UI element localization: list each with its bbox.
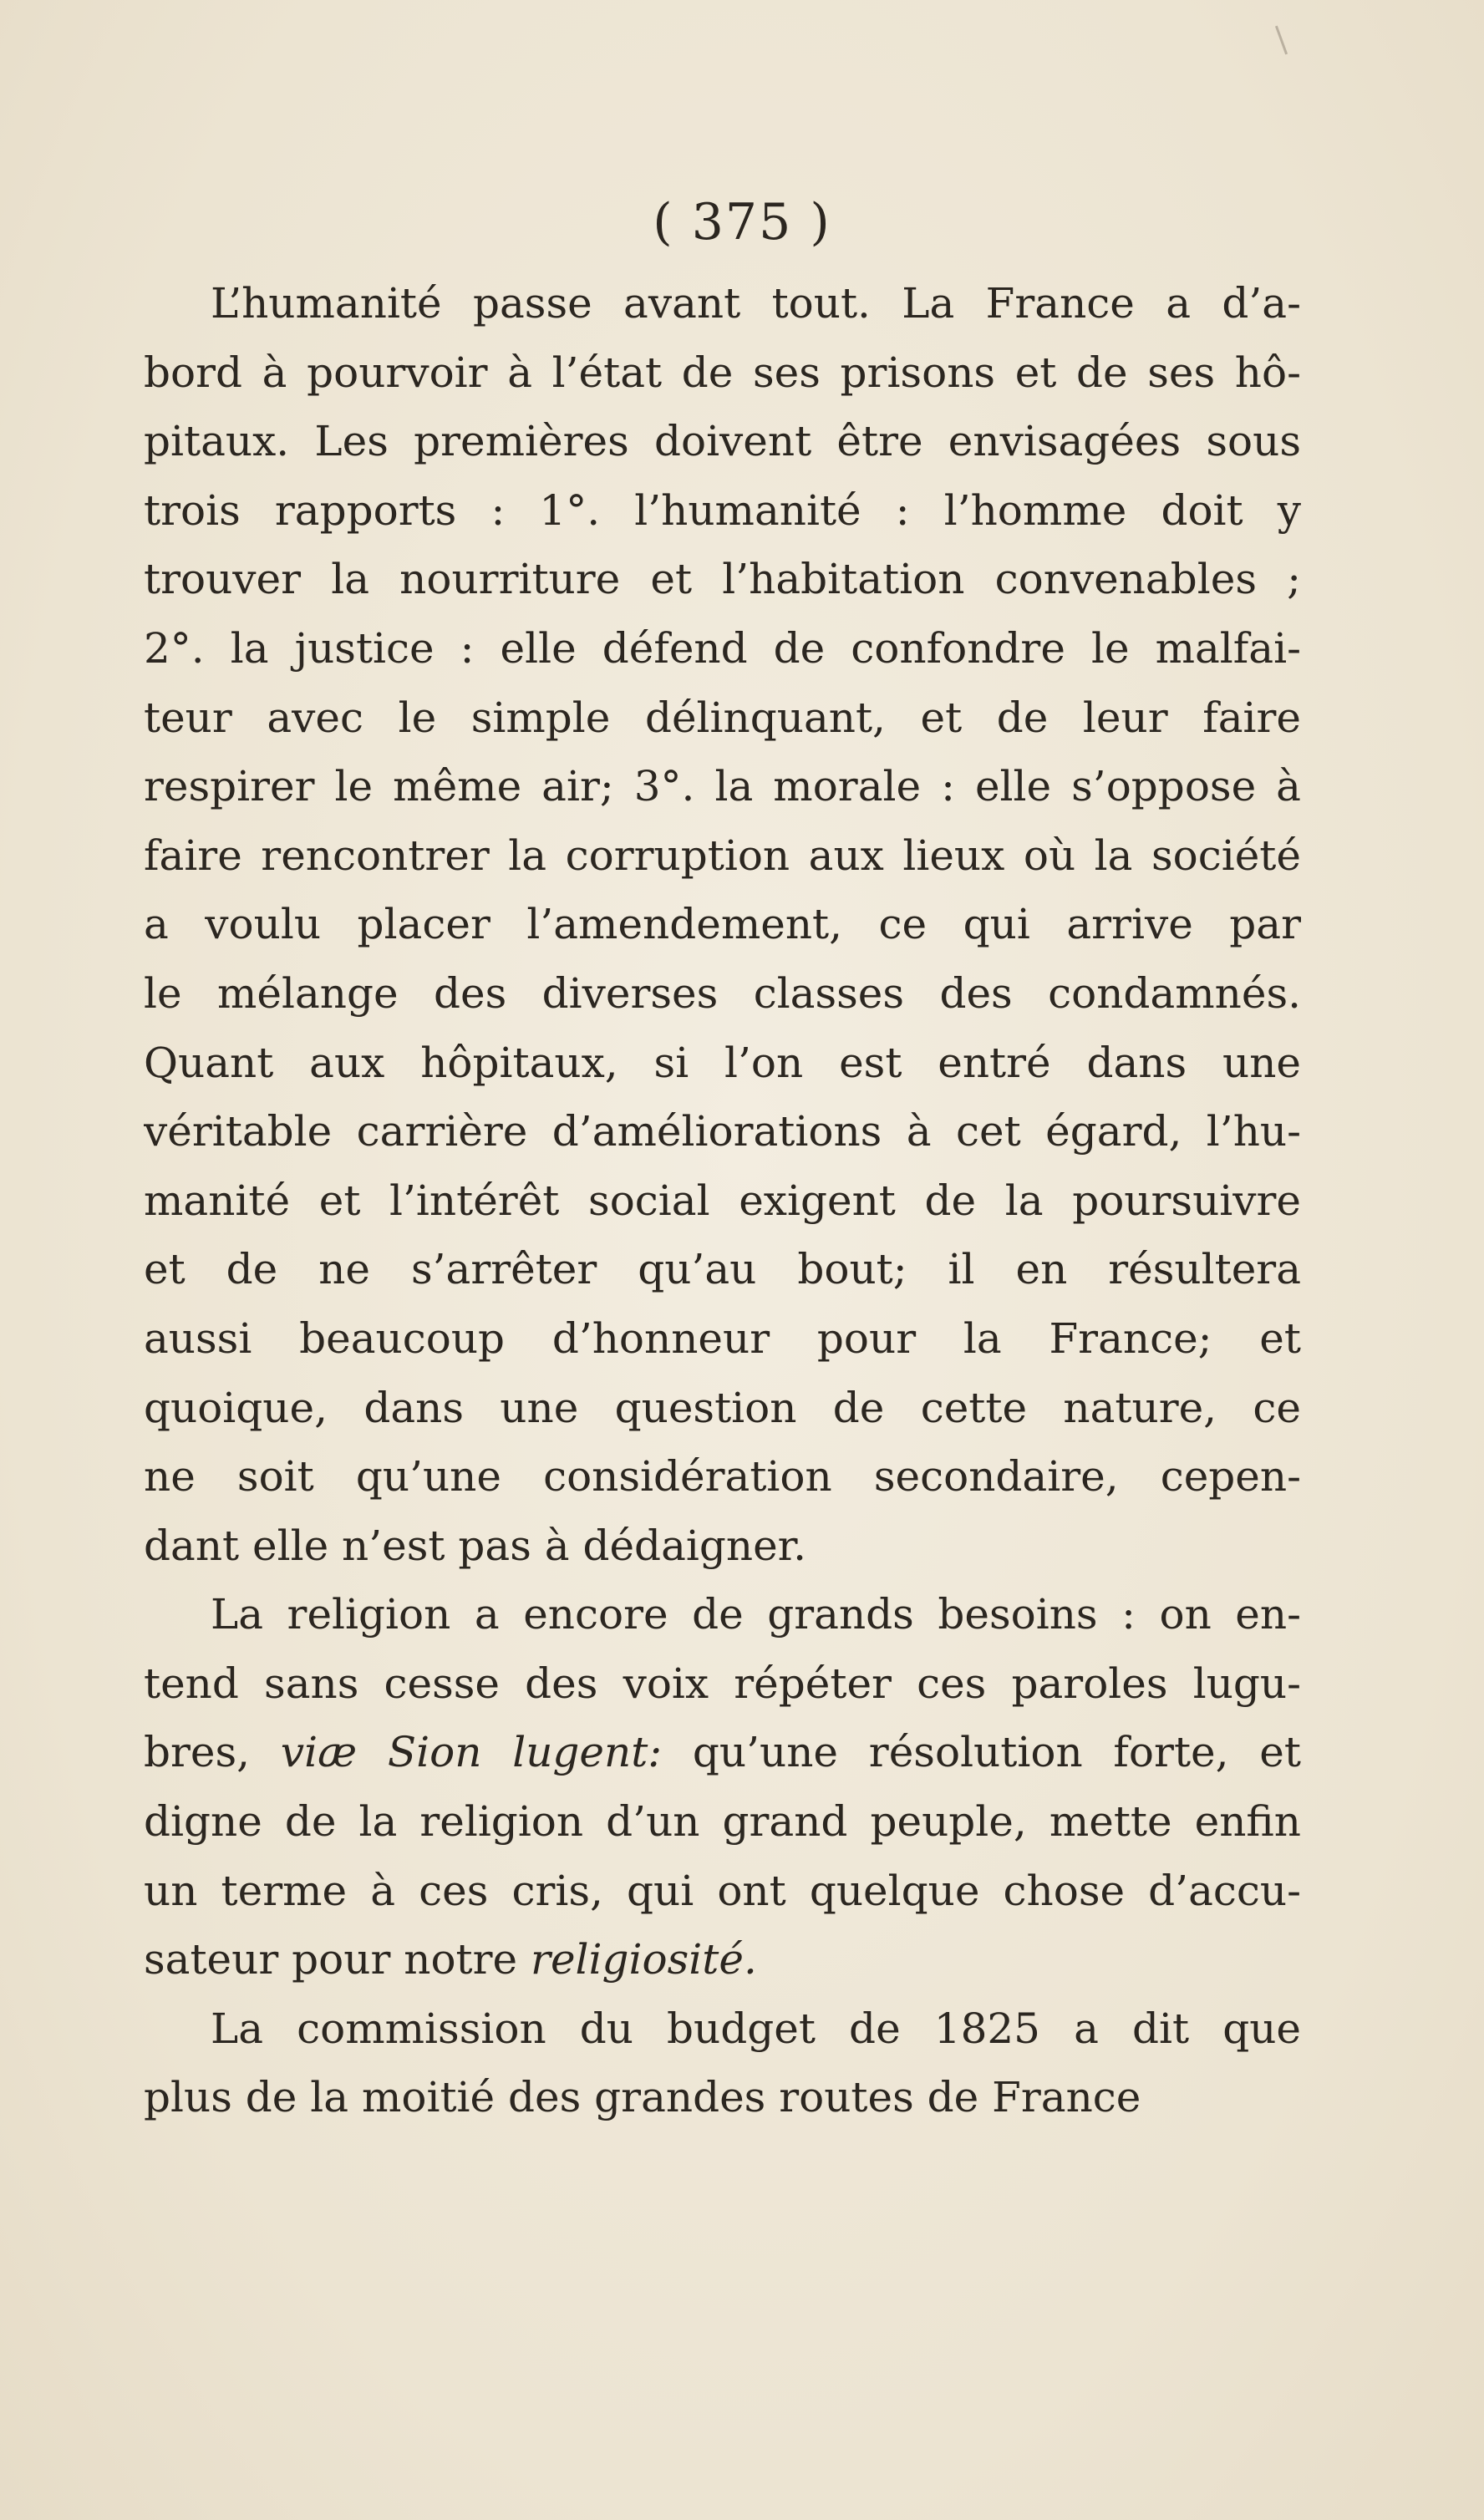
text-line <box>144 269 1301 338</box>
text-line <box>144 614 1301 683</box>
text-segment: manité et l’intérêt social exigent de la poursuivre <box>144 1176 1301 1225</box>
text-line <box>144 1442 1301 1511</box>
text-segment: aussi beaucoup d’honneur pour la France; et <box>144 1313 1301 1363</box>
italic-phrase: viæ Sion lugent: <box>280 1728 663 1777</box>
text-segment: bres, <box>144 1728 281 1777</box>
text-line <box>144 1925 1301 1994</box>
text-line <box>144 2063 1301 2132</box>
text-line <box>144 1166 1301 1236</box>
text-segment: et de ne s’arrêter qu’au bout; il en résultera <box>144 1245 1301 1294</box>
text-segment: le mélange des diverses classes des condamnés. <box>144 968 1301 1018</box>
text-segment: Quant aux hôpitaux, si l’on est entré dans une <box>144 1038 1301 1087</box>
paper-edge-mark <box>1275 26 1288 55</box>
text-segment: trois rapports : 1°. l’humanité : l’homme doit y <box>144 485 1301 535</box>
text-segment: trouver la nourriture et l’habitation convenables ; <box>144 555 1301 604</box>
text-segment: plus de la moitié des grandes routes de France <box>144 2073 1141 2122</box>
text-line <box>144 890 1301 959</box>
body-text <box>144 269 1301 2132</box>
text-line <box>144 1857 1301 1926</box>
text-line <box>144 821 1301 891</box>
text-segment: respirer le même air; 3°. la morale : elle s’oppose à <box>144 762 1301 811</box>
text-line <box>144 545 1301 614</box>
text-segment: sateur pour notre <box>144 1935 531 1984</box>
text-line <box>144 1718 1301 1787</box>
text-segment: La commission du budget de 1825 a dit que <box>211 2004 1301 2053</box>
text-line <box>144 1511 1301 1581</box>
text-line <box>144 1787 1301 1857</box>
paragraph <box>144 269 1301 1580</box>
text-segment: faire rencontrer la corruption aux lieux où la société <box>144 831 1301 880</box>
text-line <box>144 1374 1301 1443</box>
text-segment: La religion a encore de grands besoins : on en- <box>211 1590 1301 1639</box>
text-segment: dant elle n’est pas à dédaigner. <box>144 1521 806 1570</box>
text-segment: teur avec le simple délinquant, et de leur faire <box>144 693 1301 742</box>
italic-phrase: religiosité. <box>531 1935 757 1984</box>
text-segment: digne de la religion d’un grand peuple, mette enfin <box>144 1797 1301 1847</box>
text-line <box>144 959 1301 1029</box>
text-line <box>144 683 1301 753</box>
text-line <box>144 1994 1301 2064</box>
text-segment: a voulu placer l’amendement, ce qui arrive par <box>144 900 1301 949</box>
text-segment: qu’une résolution forte, et <box>662 1728 1301 1777</box>
text-line <box>144 1029 1301 1098</box>
text-segment: quoique, dans une question de cette nature, ce <box>144 1383 1301 1432</box>
text-line <box>144 1580 1301 1649</box>
text-line <box>144 1649 1301 1719</box>
text-line <box>144 476 1301 546</box>
text-line <box>144 1097 1301 1166</box>
text-line <box>144 407 1301 476</box>
paragraph <box>144 1580 1301 1994</box>
page-number: ( 375 ) <box>653 193 831 251</box>
text-segment: L’humanité passe avant tout. La France a d’a- <box>211 279 1301 328</box>
text-segment: un terme à ces cris, qui ont quelque chose d’accu- <box>144 1866 1301 1915</box>
paragraph <box>144 1994 1301 2132</box>
text-segment: bord à pourvoir à l’état de ses prisons et de ses hô- <box>144 348 1301 397</box>
text-line <box>144 1304 1301 1374</box>
text-line <box>144 338 1301 408</box>
text-segment: véritable carrière d’améliorations à cet égard, l’hu- <box>144 1107 1301 1156</box>
text-segment: 2°. la justice : elle défend de confondre le malfai- <box>144 623 1301 673</box>
text-segment: tend sans cesse des voix répéter ces paroles lugu- <box>144 1659 1301 1708</box>
text-line <box>144 1235 1301 1304</box>
text-line <box>144 752 1301 821</box>
text-segment: pitaux. Les premières doivent être envisagées sous <box>144 417 1301 466</box>
text-segment: ne soit qu’une considération secondaire, cepen- <box>144 1452 1301 1501</box>
